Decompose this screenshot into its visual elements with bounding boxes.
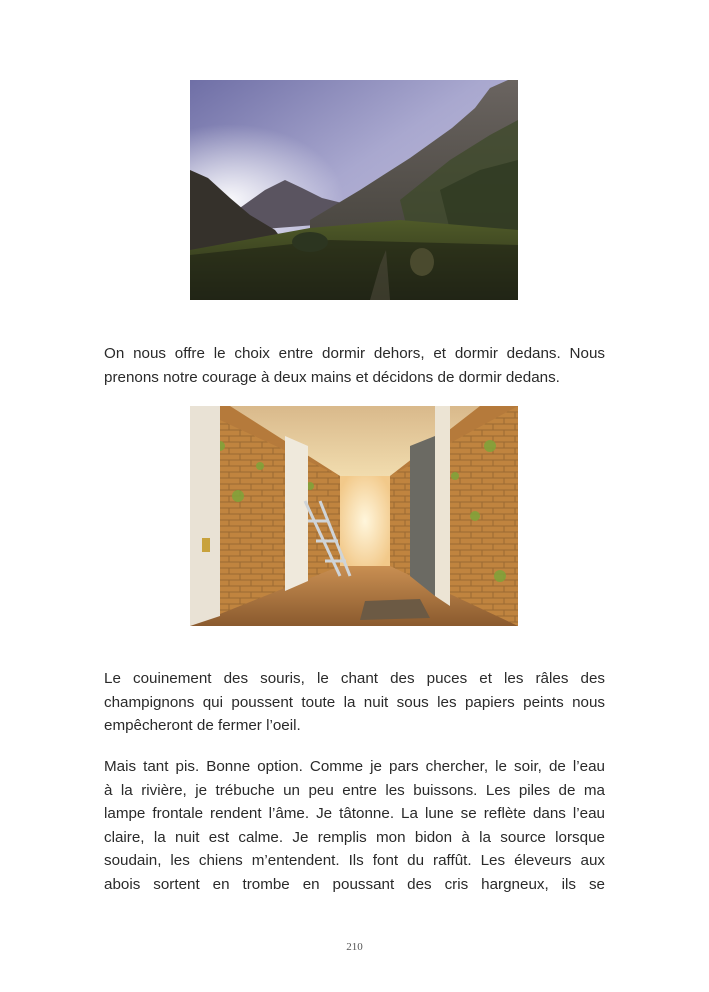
brick-wallpaper-corridor-photo	[190, 406, 518, 626]
text-line: Le couinement des souris, le chant des puces et les râles des	[104, 670, 605, 687]
text-line: Mais tant pis. Bonne option. Comme je pars chercher, le soir, de l’eau	[104, 758, 605, 775]
paragraph-1	[104, 342, 605, 389]
text-line: On nous offre le choix entre dormir dehors, et dormir dedans. Nous	[104, 345, 605, 362]
text-line: claire, la nuit est calme. Je remplis mon bidon à la source lorsque	[104, 828, 605, 846]
text-line: empêcheront de fermer l’oeil.	[104, 717, 301, 735]
text-line: abois sortent en trombe en poussant des cris hargneux, ils se	[104, 875, 605, 893]
paragraph-2	[104, 667, 605, 738]
mountain-valley-dusk-photo	[190, 80, 518, 300]
text-line: prenons notre courage à deux mains et décidons de dormir dedans.	[104, 368, 560, 386]
text-line: soudain, les chiens m’entendent. Ils font du raffût. Les éleveurs aux	[104, 852, 605, 870]
page-number: 210	[346, 941, 363, 953]
text-line: lampe frontale rendent l’âme. Je tâtonne. La lune se reflète dans l’eau	[104, 805, 605, 823]
text-line: à la rivière, je trébuche un peu entre les buissons. Les piles de ma	[104, 781, 605, 799]
text-line: champignons qui poussent toute la nuit sous les papiers peints nous	[104, 693, 605, 711]
paragraph-3	[104, 755, 605, 897]
